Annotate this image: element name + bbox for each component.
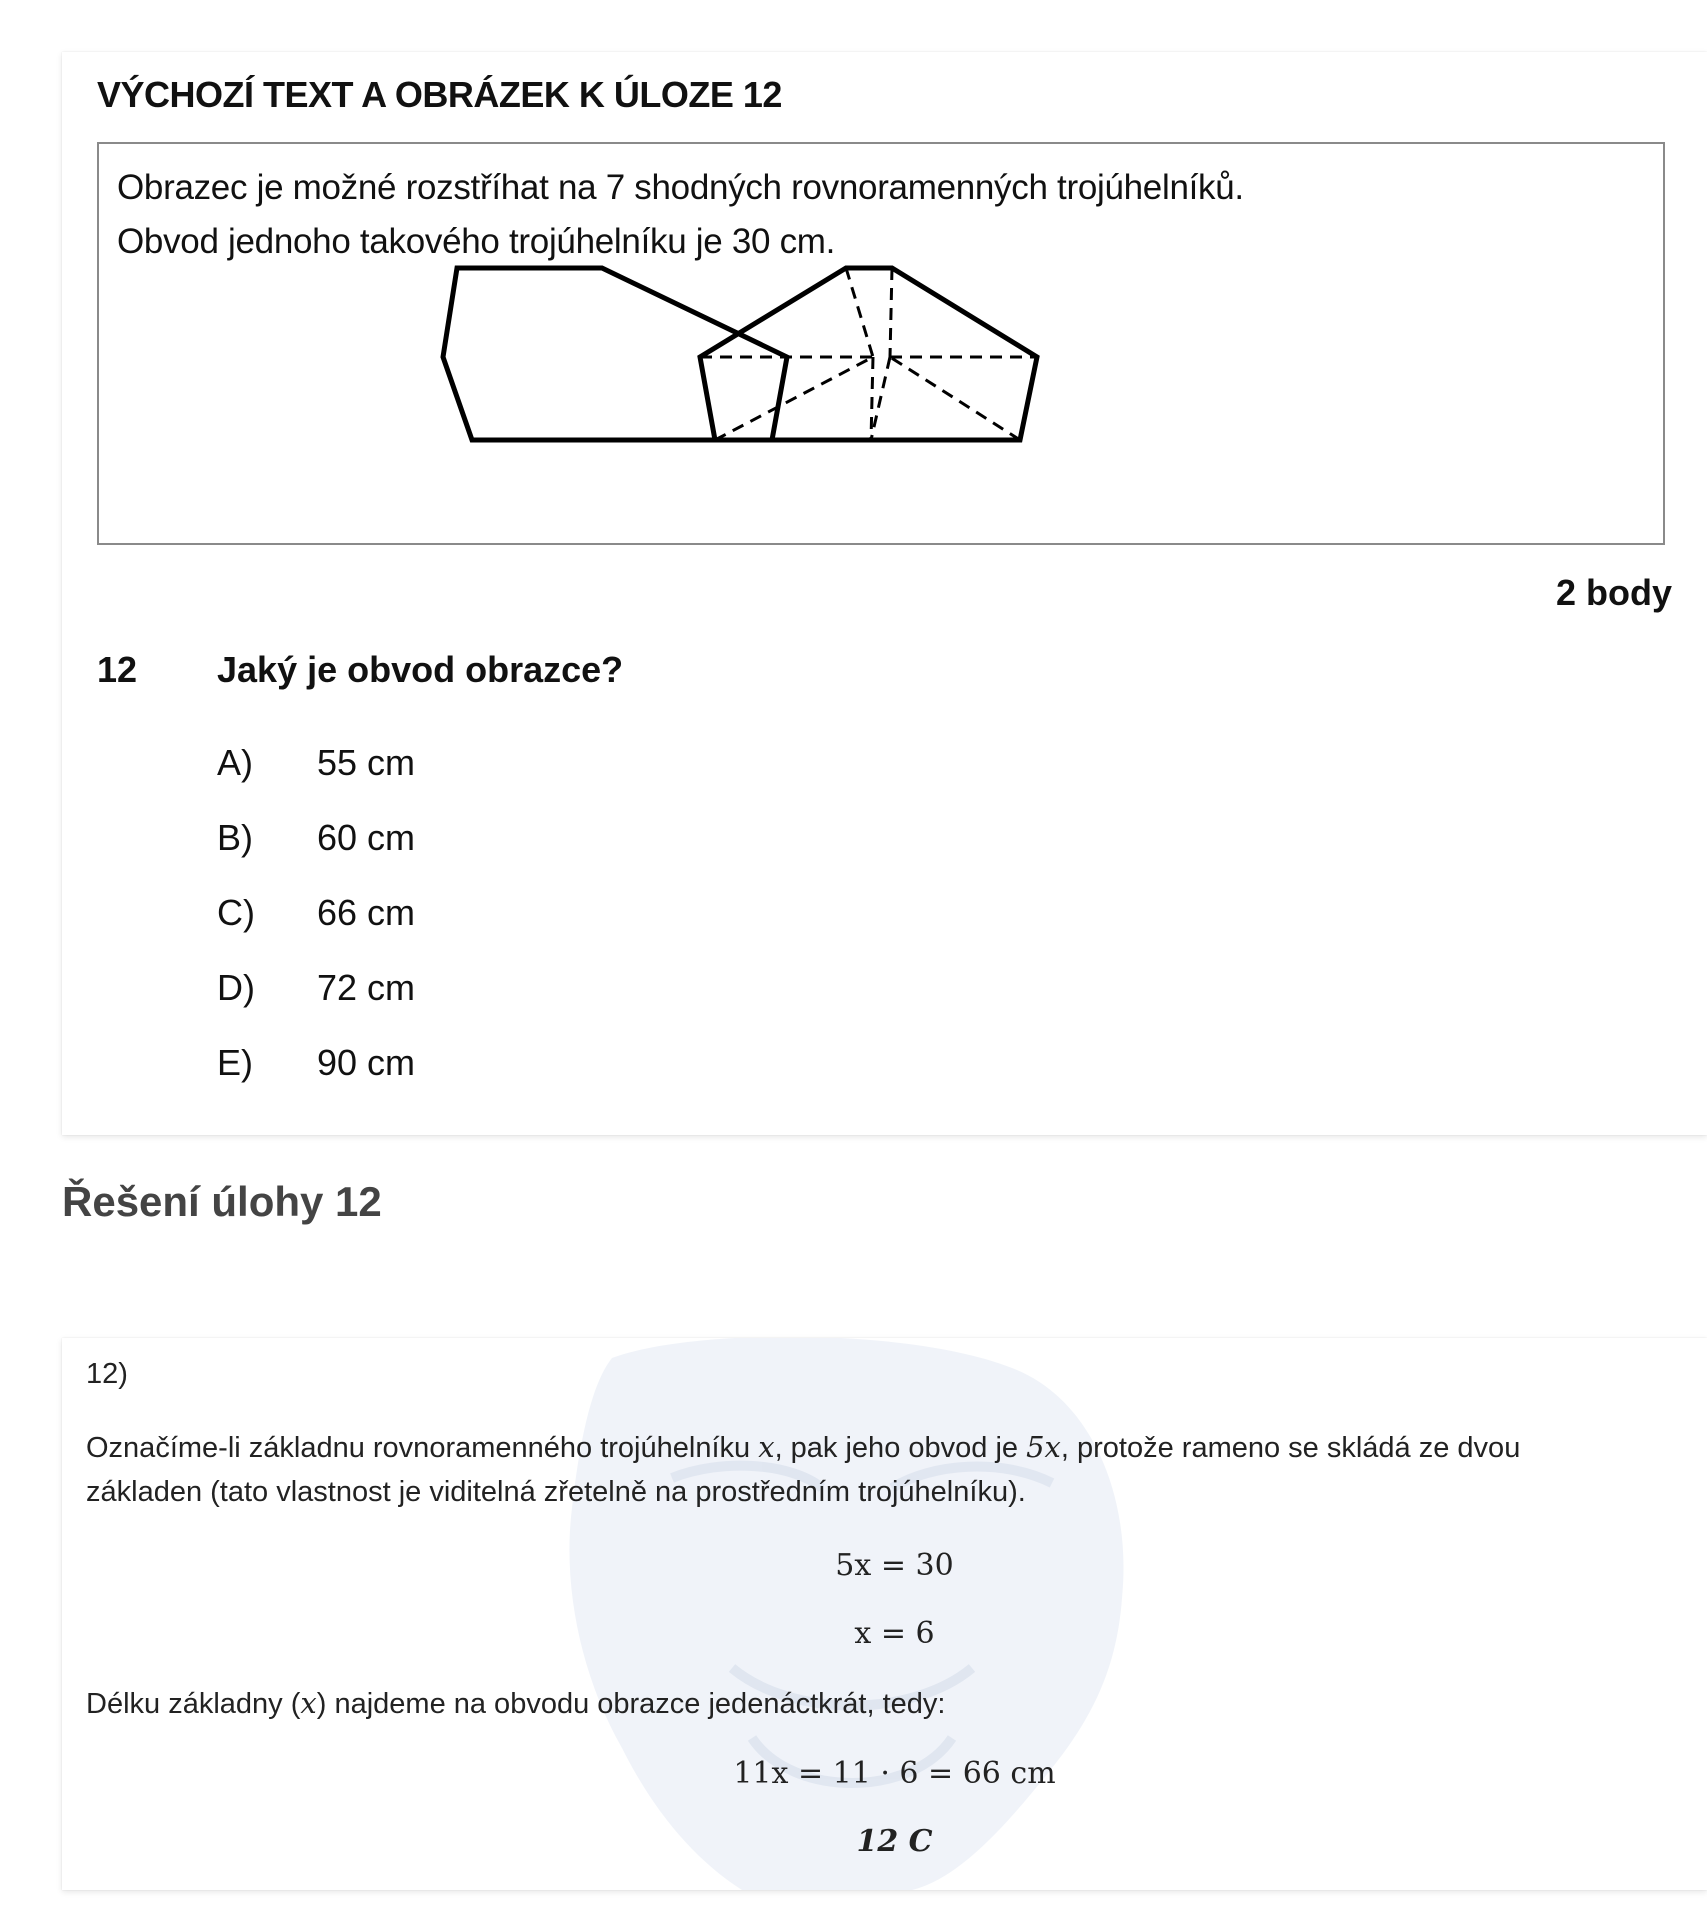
pentagon-cut — [700, 268, 1037, 440]
cut-lines — [700, 268, 1037, 440]
option-letter: D) — [217, 967, 255, 1008]
solution-paragraph-1 — [86, 1430, 1520, 1465]
math-variable: 5x — [1026, 1430, 1061, 1464]
option-letter: A) — [217, 742, 253, 783]
option-value: 60 cm — [317, 817, 416, 858]
solution-card — [62, 1338, 1707, 1890]
option-value: 66 cm — [317, 892, 416, 933]
option-value: 55 cm — [317, 742, 416, 783]
option-value: 90 cm — [317, 1042, 416, 1083]
points-label: 2 body — [1555, 572, 1672, 613]
task-heading: VÝCHOZÍ TEXT A OBRÁZEK K ÚLOZE 12 — [97, 74, 782, 115]
task-card — [62, 52, 1707, 1135]
option-letter: C) — [217, 892, 255, 933]
question-text: Jaký je obvod obrazce? — [217, 649, 624, 690]
text-segment: , pak jeho obvod je — [774, 1432, 1027, 1464]
equation-1: 5x = 30 — [835, 1548, 954, 1583]
math-variable: x — [758, 1430, 775, 1464]
solution-title: Řešení úlohy 12 — [62, 1178, 382, 1225]
final-answer: 12 C — [856, 1824, 933, 1859]
intro-text-line-2: Obvod jednoho takového trojúhelníku je 30 cm. — [117, 222, 836, 261]
shape-figure — [99, 144, 1663, 543]
solution-paragraph-3 — [86, 1686, 945, 1721]
intro-box — [97, 142, 1665, 545]
option-letter: E) — [217, 1042, 253, 1083]
pentagon-whole — [443, 268, 787, 440]
option-value: 72 cm — [317, 967, 416, 1008]
math-variable: x — [300, 1686, 317, 1720]
watermark-portrait-icon — [492, 1338, 1212, 1890]
solution-paragraph-2: základen (tato vlastnost je viditelná zřetelně na prostředním trojúhelníku). — [86, 1476, 1026, 1508]
text-segment: Délku základny ( — [86, 1688, 301, 1720]
text-segment: , protože rameno se skládá ze dvou — [1060, 1432, 1521, 1464]
text-segment: Označíme-li základnu rovnoramenného trojúhelníku — [86, 1432, 759, 1464]
text-segment: ) najdeme na obvodu obrazce jedenáctkrát, tedy: — [316, 1688, 946, 1720]
equation-2: x = 6 — [854, 1616, 935, 1651]
intro-text-line-1: Obrazec je možné rozstříhat na 7 shodných rovnoramenných trojúhelníků. — [117, 168, 1244, 207]
solution-label: 12) — [86, 1358, 128, 1390]
question-number: 12 — [97, 649, 138, 690]
option-letter: B) — [217, 817, 253, 858]
equation-3: 11x = 11 · 6 = 66 cm — [733, 1756, 1056, 1791]
